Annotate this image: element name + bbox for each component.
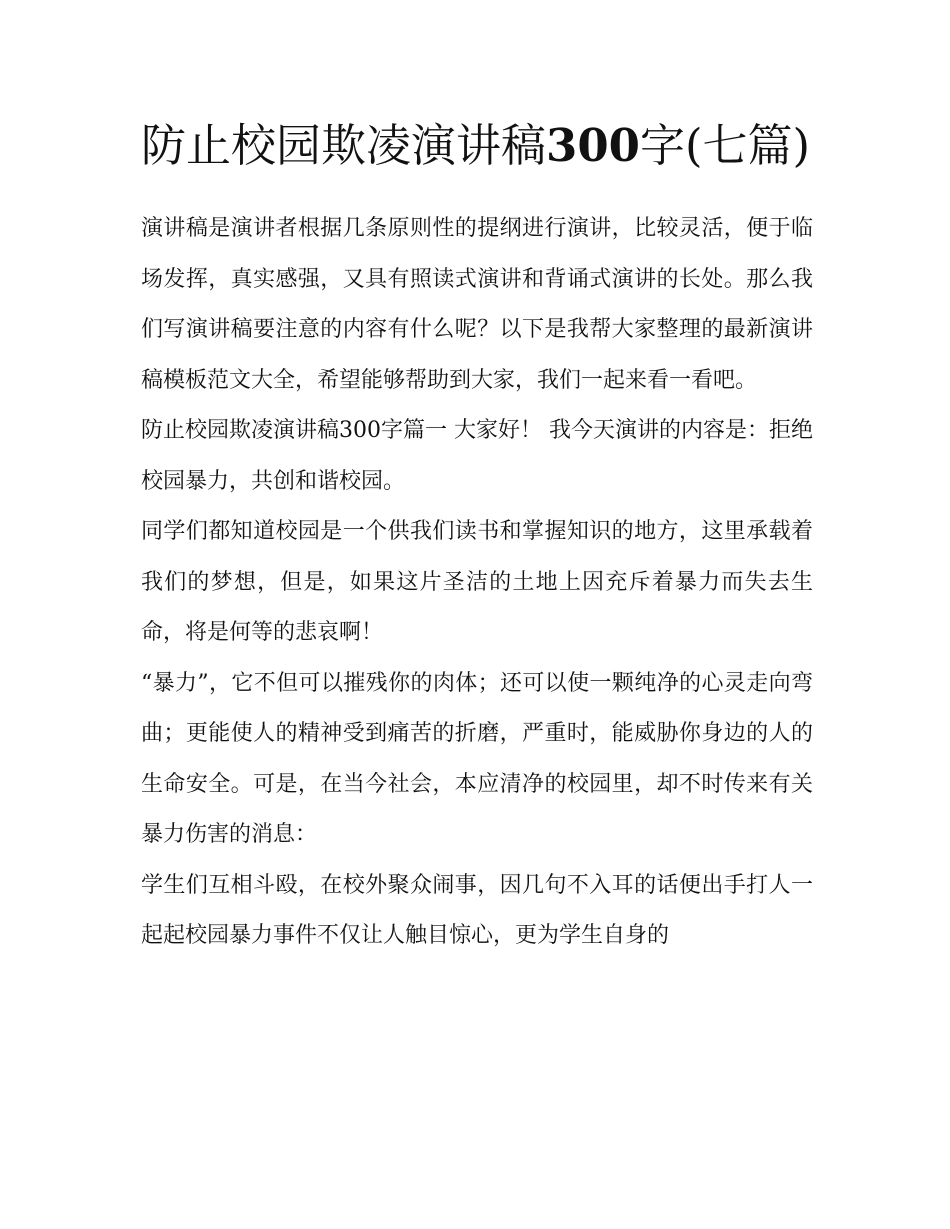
title-text-part1: 防止校园欺凌演讲稿 xyxy=(141,119,547,172)
document-title xyxy=(141,112,813,180)
paragraph-intro: 演讲稿是演讲者根据几条原则性的提纲进行演讲，比较灵活，便于临场发挥，真实感强，又具有照读式演讲和背诵式演讲的长处。那么我们写演讲稿要注意的内容有什么呢？以下是我帮大家整理的最新演讲稿模板范文大全，希望能够帮助到大家，我们一起来看一看吧。 xyxy=(141,216,813,393)
paragraph-violence: “暴力”，它不但可以摧残你的肉体；还可以使一颗纯净的心灵走向弯曲；更能使人的精神受到痛苦的折磨，严重时，能威胁你身边的人的生命安全。可是，在当今社会，本应清净的校园里，却不时传来有关暴力伤害的消息： xyxy=(141,670,813,847)
document-content xyxy=(141,112,813,962)
document-body xyxy=(141,204,813,962)
title-text-part2: 字(七篇) xyxy=(639,119,811,172)
title-number: 300 xyxy=(546,119,640,172)
paragraph-speech-opening: 防止校园欺凌演讲稿300字篇一 大家好！ 我今天演讲的内容是：拒绝校园暴力，共创和谐校园。 xyxy=(141,418,813,494)
paragraph-incidents: 学生们互相斗殴，在校外聚众闹事，因几句不入耳的话便出手打人一起起校园暴力事件不仅让人触目惊心，更为学生自身的 xyxy=(141,872,813,948)
paragraph-campus: 同学们都知道校园是一个供我们读书和掌握知识的地方，这里承载着我们的梦想，但是，如果这片圣洁的土地上因充斥着暴力而失去生命，将是何等的悲哀啊！ xyxy=(141,519,813,645)
